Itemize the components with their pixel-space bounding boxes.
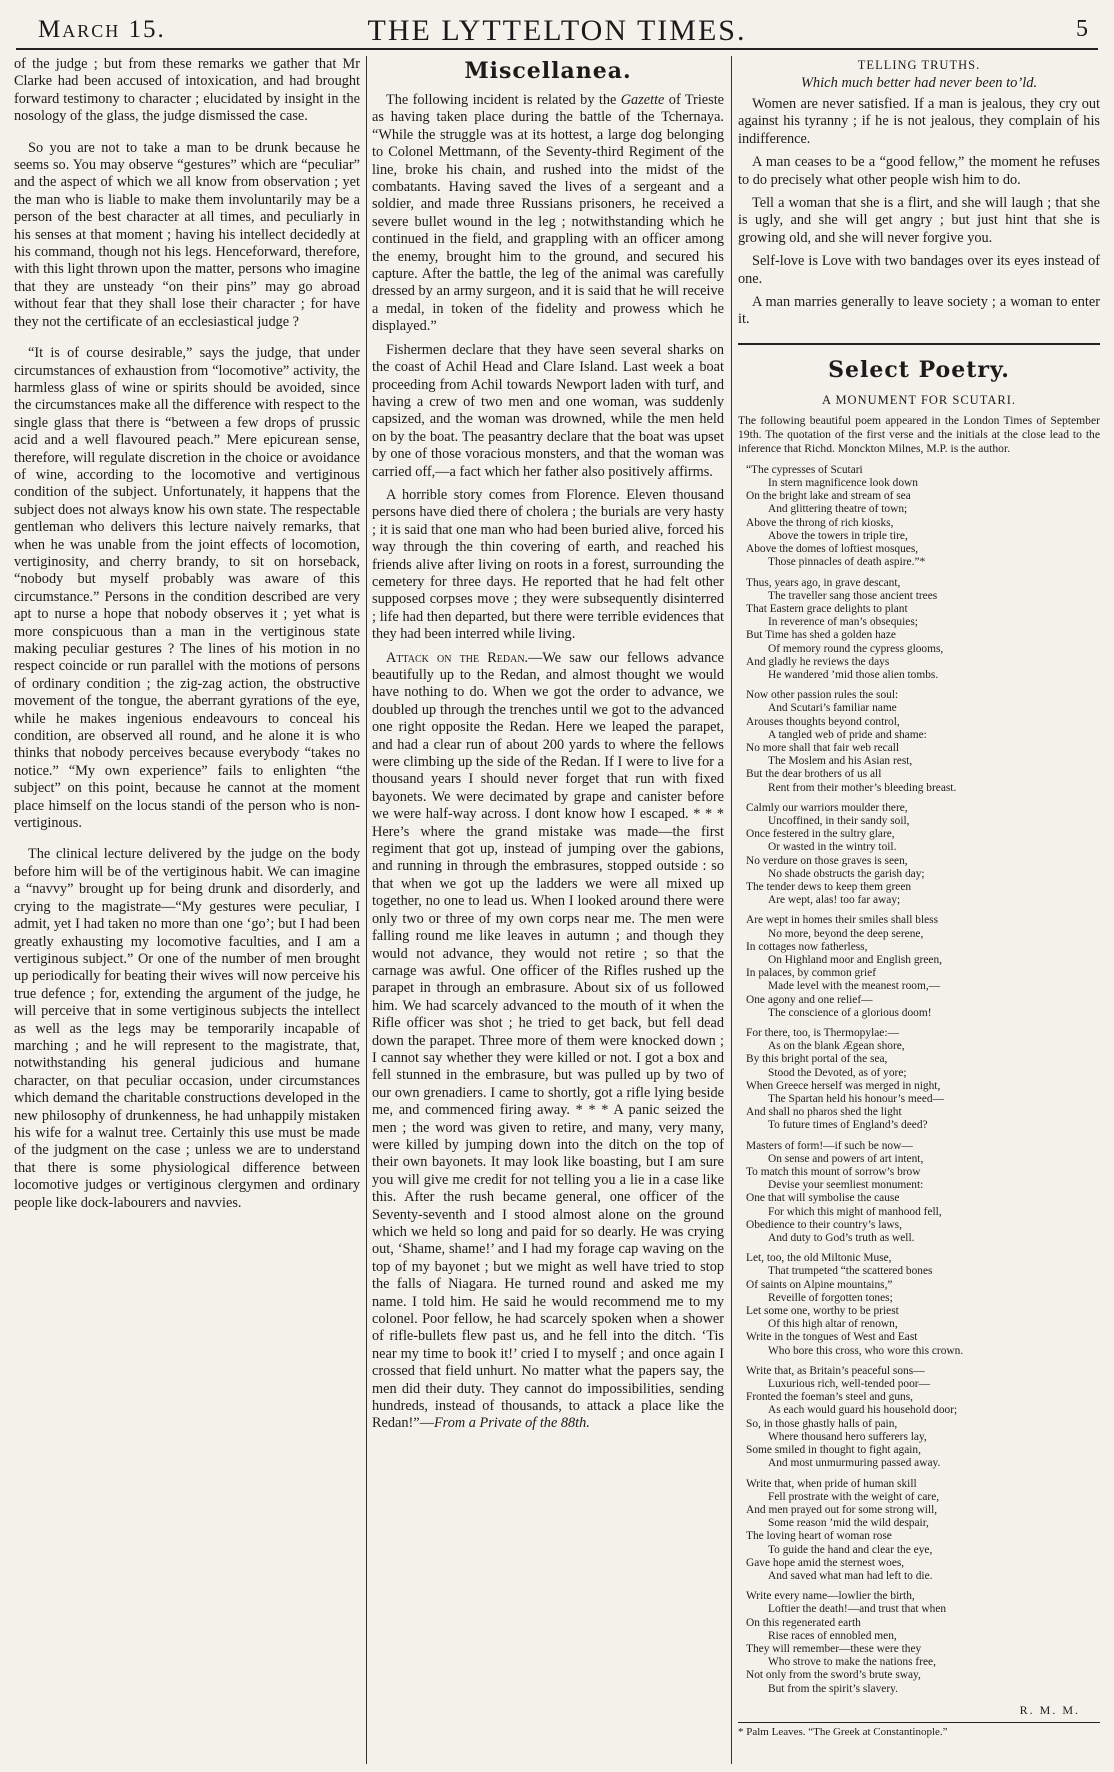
column-rule	[366, 56, 367, 1764]
aphorism: Self-love is Love with two bandages over its eyes instead of one.	[738, 253, 1100, 287]
poem-line: And glittering theatre of town;	[768, 503, 908, 516]
column-right	[738, 56, 1100, 1766]
poem-stanza	[738, 464, 1100, 570]
poem-line: On this regenerated earth	[746, 1616, 861, 1629]
poem-line: Made level with the meanest room,—	[768, 980, 941, 993]
poem-line: One agony and one relief—	[746, 993, 873, 1006]
poem-stanza	[738, 914, 1100, 1020]
poem-stanza	[738, 1140, 1100, 1246]
poem-line: By this bright portal of the sea,	[746, 1053, 888, 1066]
poem-line: Uncoffined, in their sandy soil,	[768, 814, 910, 827]
poem-line: In palaces, by common grief	[746, 967, 876, 980]
poem-line: For which this might of manhood fell,	[768, 1205, 942, 1218]
section-heading-miscellanea: Miscellanea.	[464, 58, 632, 84]
section-heading-poetry: Select Poetry.	[828, 356, 1010, 383]
poem-line: Obedience to their country’s laws,	[746, 1218, 902, 1231]
poem-line: A tangled web of pride and shame:	[768, 728, 927, 741]
masthead	[16, 8, 1098, 50]
poem-line: Calmly our warriors moulder there,	[746, 801, 908, 814]
poem-line: Let some one, worthy to be priest	[746, 1305, 899, 1318]
poem-stanza	[738, 1027, 1100, 1133]
poem-line: Some smiled in thought to fight again,	[746, 1444, 921, 1457]
poem-stanza	[738, 1478, 1100, 1584]
poem-line: Are wept in homes their smiles shall bless	[746, 914, 939, 927]
telling-truths-title: TELLING TRUTHS.	[857, 58, 981, 72]
poem-line: Those pinnacles of death aspire.”*	[768, 556, 926, 569]
poem-line: They will remember—these were they	[746, 1642, 922, 1655]
poem-line: As each would guard his household door;	[768, 1404, 958, 1417]
poem-intro: The following beautiful poem appeared in the London Times of September 19th. The quotation of the first verse and the initials at the close lead to the inference that Richd. Monckton Milnes, M.P. is the author.	[738, 413, 1100, 455]
paragraph-redan	[372, 650, 724, 1433]
poem-line: Write in the tongues of West and East	[746, 1331, 918, 1344]
poem-stanza	[738, 1365, 1100, 1471]
column-middle	[372, 56, 724, 1766]
footnote: * Palm Leaves. “The Greek at Constantinople.”	[738, 1722, 1100, 1739]
column-left	[14, 56, 360, 1766]
poem-line: That trumpeted “the scattered bones	[768, 1265, 933, 1278]
poem-line: On Highland moor and English green,	[768, 953, 942, 966]
poem-line: Or wasted in the wintry toil.	[768, 841, 897, 854]
section-divider	[738, 343, 1100, 345]
aphorism: A man ceases to be a “good fellow,” the moment he refuses to do precisely what other people wish him to do.	[738, 154, 1100, 188]
poem-line: Luxurious rich, well-tended poor—	[768, 1378, 930, 1391]
poem-line: Not only from the sword’s brute sway,	[746, 1669, 921, 1682]
poem-line: No more, beyond the deep serene,	[768, 927, 924, 940]
poem-line: In stern magnificence look down	[768, 477, 918, 490]
poem-line: And saved what man had left to die.	[768, 1569, 933, 1582]
poem-line: As on the blank Ægean shore,	[768, 1040, 905, 1053]
paragraph: of the judge ; but from these remarks we gather that Mr Clarke had been accused of intoxication, and had brought forward testimony to character ; elucidated by insight in the nosology of the glass, the judge dismissed the case.	[14, 56, 360, 125]
poem-line: Write every name—lowlier the birth,	[746, 1590, 915, 1603]
poem-line: For there, too, is Thermopylae:—	[746, 1027, 899, 1039]
issue-date: March 15.	[38, 16, 166, 43]
poem-line: Of memory round the cypress glooms,	[768, 642, 944, 655]
poem-line: “The cypresses of Scutari	[746, 463, 863, 476]
poem-line: Reveille of forgotten tones;	[768, 1291, 893, 1304]
poem-line: Loftier the death!—and trust that when	[768, 1603, 947, 1616]
poem-line: Fell prostrate with the weight of care,	[768, 1490, 940, 1503]
caption: Attack on the Redan.	[386, 649, 529, 666]
poem-line: Arouses thoughts beyond control,	[746, 715, 900, 728]
newspaper-title: THE LYTTELTON TIMES.	[367, 14, 747, 47]
poem-line: Now other passion rules the soul:	[746, 689, 899, 702]
text: The following incident is related by the	[386, 92, 617, 108]
poem-line: Above the throng of rich kiosks,	[746, 516, 894, 529]
poem-title: A MONUMENT FOR SCUTARI.	[821, 392, 1016, 407]
poem-body	[738, 464, 1100, 1696]
aphorism: Tell a woman that she is a flirt, and she will laugh ; that she is ugly, and she will get angry ; but just hint that she is growing old, and she will never forgive you.	[738, 195, 1100, 246]
publication-name: Gazette	[620, 92, 665, 108]
poem-line: Some reason ’mid the wild despair,	[768, 1517, 929, 1530]
poem-line: To match this mount of sorrow’s brow	[746, 1166, 921, 1179]
poem-line: But the dear brothers of us all	[746, 768, 882, 781]
poem-line: Stood the Devoted, as of yore;	[768, 1066, 907, 1079]
poem-line: To future times of England’s deed?	[768, 1119, 928, 1132]
poem-line: And gladly he reviews the days	[746, 655, 890, 668]
poem-line: On the bright lake and stream of sea	[746, 490, 911, 503]
poem-line: The tender dews to keep them green	[746, 880, 912, 893]
source-credit: From a Private of the 88th.	[433, 1415, 590, 1432]
paragraph-sharks: Fishermen declare that they have seen several sharks on the coast of Achil Head and Clare Island. Last week a boat proceeding from Achil towards Newport laden with turf, and having a crew of two men and one woman, was suddenly capsized, and the woman was drowned, while the men held on by the boat. The peasantry declare that the boat was upset by one of those voracious monsters, and that the woman was carried off,—a fact which her father also positively affirms.	[372, 341, 724, 480]
poem-line: On sense and powers of art intent,	[768, 1152, 924, 1165]
poem-line: Write that, as Britain’s peaceful sons—	[746, 1364, 925, 1377]
poem-line: Where thousand hero sufferers lay,	[768, 1430, 927, 1443]
poem-line: But Time has shed a golden haze	[746, 629, 896, 642]
poem-line: But from the spirit’s slavery.	[768, 1682, 898, 1695]
poem-line: One that will symbolise the cause	[746, 1192, 900, 1205]
poem-line: Fronted the foeman’s steel and guns,	[746, 1391, 914, 1404]
poem-line: In reverence of man’s obsequies;	[768, 616, 918, 629]
poem-line: Rent from their mother’s bleeding breast.	[768, 781, 957, 794]
poem-stanza	[738, 577, 1100, 683]
poem-line: Who strove to make the nations free,	[768, 1656, 936, 1669]
poem-line: And duty to God’s truth as well.	[768, 1232, 915, 1245]
page-number: 5	[1076, 16, 1088, 42]
poem-stanza	[738, 1252, 1100, 1358]
poem-line: Rise races of ennobled men,	[768, 1629, 897, 1642]
poem-line: Of this high altar of renown,	[768, 1318, 898, 1331]
poem-line: The Spartan held his honour’s meed—	[768, 1093, 944, 1106]
poem-signature: R. M. M.	[1019, 1702, 1080, 1717]
poem-stanza	[738, 689, 1100, 795]
poem-line: That Eastern grace delights to plant	[746, 602, 908, 615]
paragraph-florence: A horrible story comes from Florence. Eleven thousand persons have died there of cholera ; the burials are very hasty ; it is said that one man who had been buried alive, forced his way through the thin covering of earth, and reached his friends alive after living on roots in a forest, surrounding the cemetery for three days. He reported that he had felt other supposed corpses move ; they were subsequently disinterred ; life had then departed, but there were terrible evidences that they had been interred while living.	[372, 486, 724, 643]
aphorism: A man marries generally to leave society ; a woman to enter it.	[738, 294, 1100, 328]
poem-line: And most unmurmuring passed away.	[768, 1457, 941, 1470]
poem-line: Write that, when pride of human skill	[746, 1477, 917, 1490]
poem-line: The Moslem and his Asian rest,	[768, 755, 913, 768]
poem-line: To guide the hand and clear the eye,	[768, 1543, 933, 1556]
poem-line: No verdure on those graves is seen,	[746, 854, 908, 867]
poem-line: Are wept, alas! too far away;	[768, 894, 901, 907]
column-rule	[731, 56, 732, 1764]
poem-line: Gave hope amid the sternest woes,	[746, 1556, 905, 1569]
poem-line: And men prayed out for some strong will,	[746, 1503, 938, 1516]
aphorism: Women are never satisfied. If a man is jealous, they cry out against his tyranny ; if he is not jealous, they complain of his indifference.	[738, 96, 1100, 147]
poem-line: No shade obstructs the garish day;	[768, 867, 925, 880]
telling-truths-subtitle: Which much better had never been to’ld.	[800, 75, 1038, 91]
paragraph: The clinical lecture delivered by the judge on the body before him will be of the vertiginous habit. We can imagine a “navvy” brought up for being drunk and disorderly, and crying to the magistrate—“My gestures were peculiar, I admit, yet I had taken no more than one ‘go’; but I had been greatly exhausting my locomotive faculties, and I am a vertiginous subject.” Or one of the number of men brought up periodically for beating their wives will now perceive his true defence ; for, extending the argument of the judge, he will perceive that in some vertiginous subjects the intellect as well as the legs may be temporarily incapable of marching ; and he will represent to the magistrate, that, notwithstanding his general judicious and humane character, on that peculiar occasion, under circumstances which demand the charitable constructions developed in the new philosophy of drunkenness, he had unhappily mistaken his wife for a walnut tree. Certainly this use must be made of the judgment on the case ; unless we are to understand that there is some physiological difference between locomotive judges or vertiginous clergymen and ordinary people like dock-labourers and navvies.	[14, 846, 360, 1211]
poem-line: Who bore this cross, who wore this crown.	[768, 1344, 964, 1357]
poem-line: Above the domes of loftiest mosques,	[746, 543, 919, 556]
poem-line: And Scutari’s familiar name	[768, 702, 897, 715]
poem-line: When Greece herself was merged in night,	[746, 1079, 941, 1092]
poem-line: The loving heart of woman rose	[746, 1530, 892, 1543]
poem-stanza	[738, 1590, 1100, 1696]
poem-line: Above the towers in triple tire,	[768, 529, 908, 542]
poem-line: The traveller sang those ancient trees	[768, 589, 938, 602]
poem-line: Let, too, the old Miltonic Muse,	[746, 1252, 892, 1265]
poem-line: Devise your seemliest monument:	[768, 1179, 924, 1192]
paragraph: So you are not to take a man to be drunk because he seems so. You may observe “gestures” which are “peculiar” and the aspect of which we all know from observation ; yet the man who is liable to make them involuntarily may be a person of the best character at all times, and peculiarly in his senses at that moment ; having his intellect decidedly at his command, though not his legs. Henceforward, therefore, with this light thrown upon the matter, persons who imagine that they are unsteady “on their pins” may go abroad without fear that they shall lose their character ; for have they not the certificate of an ecclesiastical judge ?	[14, 139, 360, 330]
poem-line: So, in those ghastly halls of pain,	[746, 1417, 898, 1430]
poem-line: He wandered ’mid those alien tombs.	[768, 668, 939, 681]
poem-line: Masters of form!—if such be now—	[746, 1139, 913, 1152]
poem-line: No more shall that fair web recall	[746, 741, 900, 754]
poem-stanza	[738, 802, 1100, 908]
poem-line: In cottages now fatherless,	[746, 940, 868, 953]
poem-line: Of saints on Alpine mountains,”	[746, 1278, 893, 1291]
paragraph: “It is of course desirable,” says the judge, that under circumstances of exhaustion from “locomotive” activity, the harmless glass of wine or spirits should be avoided, since the circumstances make all the difference with respect to the single glass that there is “between a few drops of prussic acid and a well flavoured peach.” Mere epicurean sense, therefore, will regulate discretion in the choice or avoidance of wine, according to the locomotive and vertiginous condition of the subject. Unfortunately, it happens that the subject does not always know his own state. The respectable gentleman who delivers this lecture naively remarks, that when he was unable from the joint effects of locomotion, vertiginosity, and cherry brandy, to sit on horseback, “nobody but myself probably was aware of this circumstance.” Persons in the condition described are very apt to nurse a hope that nobody observes it ; yet what is more conspicuous than a man in the vertiginous state making peculiar gestures ? The lines of his motion in no respect coincide or run parallel with the motions of persons of ordinary condition ; the zig-zag action, the obstructive movement of the tongue, the aberrant gyrations of the eye, while he makes ingenious endeavours to conceal his condition, are observed all round, and he alone it is who thinks that nobody perceives because everybody “takes no notice.” “My own experience” fails to enlighten “the subject” on this point, because he cannot at the moment place himself on the locus standi of the person who is non-vertiginous.	[14, 345, 360, 832]
poem-line: The conscience of a glorious doom!	[768, 1006, 932, 1019]
text: —We saw our fellows advance beautifully up to the Redan, and almost thought we would have nothing to do. When we got the order to advance, we doubled up through the trenches until we got to the advanced one right opposite the Redan. Here we leaped the parapet, and had a clear run of about 200 yards to where the fellows were climbing up the side of the Redan. If I were to live for a thousand years I should never forget that run with fixed bayonets. We were decimated by grape and canister before we were half-way across. I dont know how I escaped. * * * Here’s where the grand mistake was made—the first regiment that got up, instead of jumping over the gabions, and running in through the embrasures, stopped outside : so that when we got up the ladders we were all mixed up together, no one to lead us. When I looked around there were only two or three of my own corps near me. The men were falling round me like leaves in autumn ; and though they would not advance, they would not retire ; so that the carnage was awful. One officer of the Rifles rushed up the parapet in through an embrasure. About six of us followed him. We had scarcely advanced to the mouth of it when the Rifle officer was shot ; he tried to get back, but fell dead down the parapet. Three more of them were knocked down ; I cannot say whether they were killed or not. I got a box and fell stunned in the embrasure, but was pulled up by two of our own grenadiers. I came to shortly, got a rifle lying beside me, and commenced firing away. * * * A panic seized the men ; the word was given to retire, and many, very many, were killed by jumping down into the ditch on the top of their own bayonets. It may look like boasting, but I am sure you will give me credit for not telling you a lie in a case like this. After the rush became general, one officer of the Seventy-seventh and I stood almost alone on the ground which we held so long and paid for so dearly. He was crying out, ‘Shame, shame!’ and I had my forage cap waving on the top of my bayonet ; but we might as well have tried to stop the falls of Niagara. He turned round and asked me my name. I told him. He said he would recommend me to my colonel. Poor fellow, he had scarcely spoken when a shower of rifle-bullets flew past us, and he fell into the ditch. ‘Tis near my time to book it!’ cried I to myself ; and once again I crossed that field unhurt. No matter what the papers say, the men did their duty. They cannot do impossibilities, sending hundreds, instead of thousands, to attack a place like the Redan!”—	[372, 649, 724, 1432]
paragraph-dog-incident	[372, 92, 724, 336]
poem-line: Thus, years ago, in grave descant,	[746, 576, 901, 589]
poem-line: Once festered in the sultry glare,	[746, 828, 895, 841]
text: of Trieste as having taken place during the battle of the Tchernaya. “While the struggle was at its hottest, a large dog belonging to Colonel Mettmann, of the Seventy-third Regiment of the line, broke his chain, and rushed into the midst of the combatants. Having saved the lives of a sergeant and a soldier, and made three Russians prisoners, he received a severe bullet wound in the leg ; notwithstanding which he continued in the field, and grappling with an officer among the enemy, brought him to the ground, and secured his capture. After the battle, the leg of the animal was carefully dressed by an army surgeon, and it is said that he will receive a medal, in token of the fidelity and prowess which he displayed.”	[372, 92, 724, 335]
poem-line: And shall no pharos shed the light	[746, 1106, 902, 1119]
